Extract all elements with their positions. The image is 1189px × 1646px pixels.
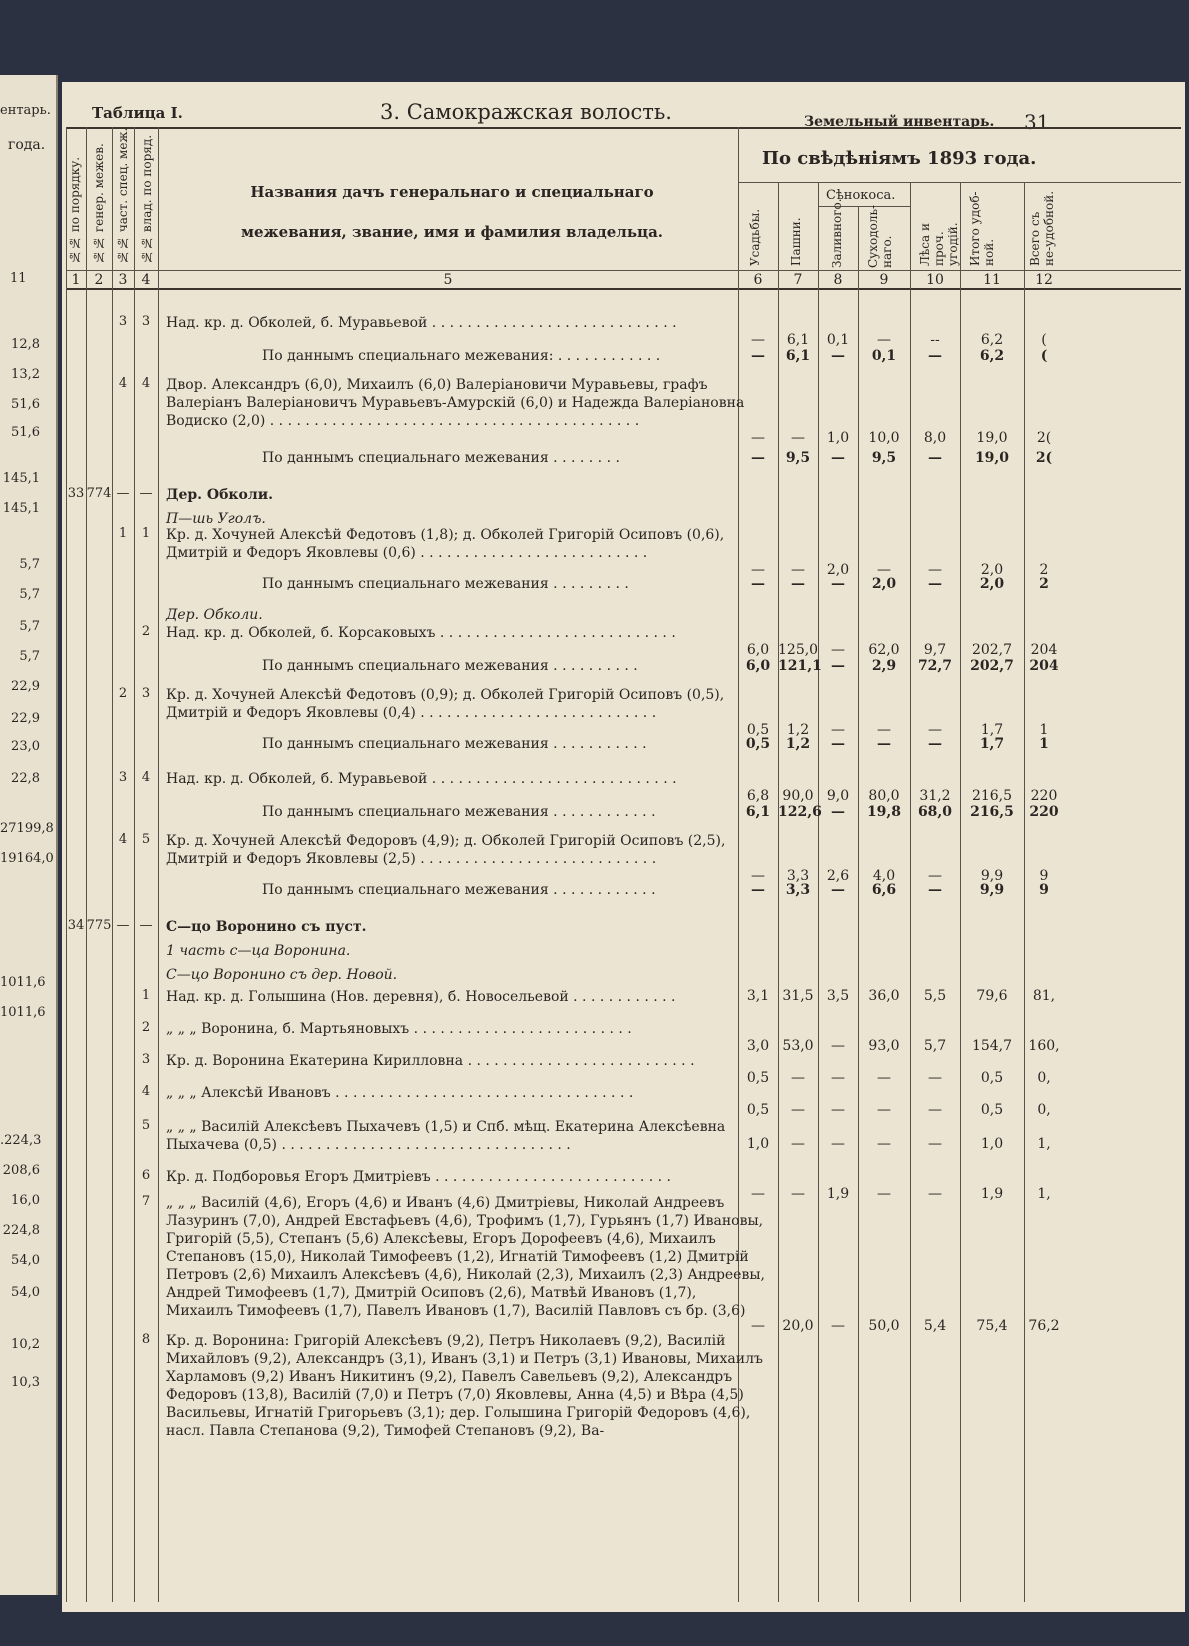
left-page-value: 16,0	[11, 1193, 40, 1208]
column-number: 9	[879, 272, 889, 288]
cell-c10: 8,0	[923, 430, 947, 446]
cell-c8: —	[831, 1102, 845, 1118]
cell-c6: —	[751, 430, 765, 446]
cell-c12: 1,	[1037, 1186, 1051, 1202]
c8-header: Заливного.	[830, 198, 844, 268]
cell-c12: (	[1040, 348, 1048, 364]
cell-c7: 90,0	[782, 788, 814, 804]
cell-c7: 3,3	[786, 868, 810, 884]
cell-c7: 31,5	[782, 988, 814, 1004]
entry-text: Двор. Александръ (6,0), Михаилъ (6,0) Валеріановичи Муравьевы, графъ Валеріанъ Валеріановичъ Муравьевъ-Амурскій (6,0) и Надежда Валеріановна Водиско (2,0) . . . . . . . . . . . . . . . . . . . . . . . . . . . . . . . . . . . . . . . . . .	[166, 377, 745, 429]
header-bottom-rule	[66, 270, 1181, 271]
row-index-c4: 7	[141, 1194, 151, 1209]
entry-text: „ „ „ Алексѣй Ивановъ . . . . . . . . . . . . . . . . . . . . . . . . . . . . . . . . . .	[166, 1085, 634, 1101]
left-page-header: ентарь.	[0, 103, 51, 118]
row-index-c4: 2	[141, 624, 151, 639]
row-index-c4: 1	[141, 988, 151, 1003]
entry-text: „ „ „ Воронина, б. Мартьяновыхъ . . . . . . . . . . . . . . . . . . . . . . . . .	[166, 1021, 632, 1037]
left-page-edge	[0, 75, 58, 1595]
cell-c11: 216,5	[970, 804, 1014, 820]
cell-c8: —	[831, 882, 845, 898]
entry-text: Кр. д. Хочуней Алексѣй Федотовъ (1,8); д. Обколей Григорій Осиповъ (0,6), Дмитрій и Федоръ Яковлевы (0,6) . . . . . . . . . . . . . . . . . . . . . . . . . .	[166, 527, 725, 561]
survey-subrow-text: По даннымъ специальнаго межевания . . . . . . . . . . . .	[262, 882, 656, 898]
c7-header: Пашни.	[789, 217, 803, 266]
c11-header: Итого удоб-ной.	[968, 191, 996, 266]
cell-c11: 79,6	[976, 988, 1008, 1004]
cell-c7: 53,0	[782, 1038, 814, 1054]
cell-c11: 2,0	[979, 576, 1005, 592]
cell-c12: (	[1041, 332, 1047, 348]
cell-c10: —	[928, 1102, 942, 1118]
cell-c7: —	[791, 430, 805, 446]
cell-c7: 122,6	[778, 804, 822, 820]
cell-c11: 9,9	[979, 882, 1005, 898]
row-index-c3: 1	[118, 526, 128, 541]
entry-text: Кр. д. Воронина Екатерина Кирилловна . . . . . . . . . . . . . . . . . . . . . . . . . .	[166, 1053, 695, 1069]
row-index-c3: 2	[118, 686, 128, 701]
cell-c12: 2(	[1036, 430, 1052, 446]
cell-c12: 204	[1029, 658, 1059, 674]
cell-c12: 204	[1030, 642, 1058, 658]
cell-c12: 220	[1029, 804, 1059, 820]
cell-c8: 2,6	[826, 868, 850, 884]
table-label: Таблица I.	[92, 104, 183, 122]
cell-c7: —	[791, 1186, 805, 1202]
cell-c9: 93,0	[868, 1038, 900, 1054]
cell-c6: 0,5	[746, 1070, 770, 1086]
cell-c12: 220	[1030, 788, 1058, 804]
row-index-c4: 3	[141, 1052, 151, 1067]
row-index-c4: 8	[141, 1332, 151, 1347]
col-line	[112, 127, 113, 1602]
cell-c9: 36,0	[868, 988, 900, 1004]
cell-c11: 1,0	[980, 1136, 1004, 1152]
row-index-c2: 774	[86, 486, 112, 501]
cell-c12: 0,	[1037, 1102, 1051, 1118]
cell-c9: —	[877, 1186, 891, 1202]
entry-text: Над. кр. д. Обколей, б. Муравьевой . . . . . . . . . . . . . . . . . . . . . . . . . . . .	[166, 771, 677, 787]
left-page-value: 1011,6	[0, 1005, 46, 1020]
row-index-c4: —	[139, 486, 153, 501]
cell-c9: —	[877, 562, 891, 578]
survey-subrow-text: По даннымъ специальнаго межевания . . . . . . . . . .	[262, 658, 638, 674]
cell-c7: —	[791, 1070, 805, 1086]
cell-c12: 81,	[1032, 988, 1056, 1004]
cell-c11: 9,9	[980, 868, 1004, 884]
cell-c7: 3,3	[785, 882, 811, 898]
cell-c8: —	[831, 1136, 845, 1152]
survey-subrow-text: По даннымъ специальнаго межевания: . . . . . . . . . . . .	[262, 348, 661, 364]
column-number: 10	[926, 272, 944, 288]
col4-header: №№ влад. по поряд.	[140, 134, 154, 264]
cell-c12: 1,	[1037, 1136, 1051, 1152]
row-index-c2: 775	[86, 918, 112, 933]
cell-c10: —	[928, 868, 942, 884]
cell-c9: —	[877, 1070, 891, 1086]
cell-c10: —	[928, 1136, 942, 1152]
cell-c6: —	[751, 562, 765, 578]
cell-c8: —	[831, 1318, 845, 1334]
column-number: 6	[753, 272, 763, 288]
entry-text: С—цо Воронино съ пуст.	[166, 919, 367, 935]
cell-c10: 31,2	[919, 788, 951, 804]
cell-c8: 2,0	[826, 562, 850, 578]
row-index-c4: 4	[141, 1084, 151, 1099]
cell-c7: 1,2	[785, 736, 811, 752]
left-page-value: 10,2	[11, 1337, 40, 1352]
cell-c6: 0,5	[745, 736, 771, 752]
entry-text: Над. кр. д. Голышина (Нов. деревня), б. Новосельевой . . . . . . . . . . . .	[166, 989, 676, 1005]
column-number: 3	[118, 272, 128, 288]
entry-text: Кр. д. Хочуней Алексѣй Федотовъ (0,9); д. Обколей Григорій Осиповъ (0,5), Дмитрій и Федоръ Яковлевы (0,4) . . . . . . . . . . . . . . . . . . . . . . . . . . .	[166, 687, 725, 721]
cell-c11: 75,4	[976, 1318, 1008, 1334]
cell-c12: 1	[1039, 736, 1049, 752]
cell-c7: —	[791, 576, 805, 592]
cell-c11: 19,0	[974, 450, 1010, 466]
cell-c7: 121,1	[778, 658, 822, 674]
cell-c9: 19,8	[866, 804, 902, 820]
row-index-c4: 5	[141, 1118, 151, 1133]
page-title: 3. Самокражская волость.	[380, 100, 672, 124]
entry-text: 1 часть с—ца Воронина.	[166, 943, 351, 959]
left-page-value: 19164,0	[0, 851, 54, 866]
cell-c7: 6,1	[785, 348, 811, 364]
cell-c9: —	[877, 722, 891, 738]
cell-c6: 3,1	[746, 988, 770, 1004]
left-page-value: 12,8	[11, 337, 40, 352]
cell-c6: 6,1	[745, 804, 771, 820]
cell-c11: 1,7	[980, 722, 1004, 738]
col-line	[66, 127, 67, 1602]
col1-header: №№ по порядку.	[68, 156, 82, 264]
cell-c11: 6,2	[979, 348, 1005, 364]
survey-subrow-text: По даннымъ специальнаго межевания . . . . . . . . . . . .	[262, 804, 656, 820]
row-index-c4: 5	[141, 832, 151, 847]
left-page-value: 5,7	[19, 557, 40, 572]
cell-c9: —	[877, 1102, 891, 1118]
left-page-value: 208,6	[2, 1163, 40, 1178]
entry-text: Дер. Обколи.	[166, 607, 263, 623]
cell-c7: 1,2	[786, 722, 810, 738]
cell-c6: —	[751, 882, 765, 898]
cell-c10: —	[928, 882, 942, 898]
cell-c11: 1,7	[979, 736, 1005, 752]
entry-text: „ „ „ Василій Алексѣевъ Пыхачевъ (1,5) и Спб. мѣщ. Екатерина Алексѣевна Пыхачева (0,5) . . . . . . . . . . . . . . . . . . . . . . . . . . . . . . . . .	[166, 1119, 726, 1153]
left-page-value: .224,3	[0, 1133, 42, 1148]
entry-text: Над. кр. д. Обколей, б. Корсаковыхъ . . . . . . . . . . . . . . . . . . . . . . . . . . .	[166, 625, 676, 641]
cell-c11: 1,9	[980, 1186, 1004, 1202]
cell-c6: 1,0	[746, 1136, 770, 1152]
cell-c12: 9	[1039, 882, 1049, 898]
left-page-value: 5,7	[19, 587, 40, 602]
cell-c9: 50,0	[868, 1318, 900, 1334]
cell-c6: 6,0	[746, 642, 770, 658]
left-page-value: 22,9	[11, 679, 40, 694]
section-title: Земельный инвентарь.	[804, 114, 995, 130]
row-index-c3: 4	[118, 832, 128, 847]
cell-c6: 6,8	[746, 788, 770, 804]
c9-header: Суходоль-наго.	[866, 204, 894, 268]
cell-c11: 154,7	[971, 1038, 1013, 1054]
cell-c6: 3,0	[746, 1038, 770, 1054]
cell-c10: 72,7	[917, 658, 953, 674]
entry-text: Кр. д. Воронина: Григорій Алексѣевъ (9,2), Петръ Николаевъ (9,2), Василій Михайловъ (9,2), Александръ (3,1), Иванъ (3,1) и Петръ (3,1) Ивановы, Михаилъ Харламовъ (9,2) Иванъ Никитинъ (9,2), Павелъ Савельевъ (9,2), Александръ Федоровъ (13,8), Василій (7,0) и Петръ (7,0) Яковлевы, Анна (4,5) и Вѣра (4,5) Васильевы, Игнатій Григорьевъ (3,1); дер. Голышина Григорій Федоровъ (4,6), насл. Павла Степанова (9,2), Тимофей Степановъ (9,2), Ва-	[166, 1333, 763, 1439]
left-page-value: 51,6	[11, 425, 40, 440]
cell-c8: 1,9	[826, 1186, 850, 1202]
cell-c10: —	[928, 348, 942, 364]
cell-c12: 0,	[1037, 1070, 1051, 1086]
group-header: По свѣдѣніямъ 1893 года.	[762, 148, 1037, 169]
cell-c8: 9,0	[826, 788, 850, 804]
cell-c10: —	[928, 450, 942, 466]
left-page-col-number: 11	[10, 271, 27, 286]
entry-text: С—цо Воронино съ дер. Новой.	[166, 967, 398, 983]
cell-c12: 1	[1039, 722, 1049, 738]
page-number: 31	[1024, 110, 1050, 134]
row-index-c4: 1	[141, 526, 151, 541]
col-line	[858, 206, 859, 1602]
cell-c11: 216,5	[971, 788, 1013, 804]
cell-c12: 2	[1039, 562, 1049, 578]
cell-c9: 2,9	[871, 658, 897, 674]
cell-c7: —	[791, 562, 805, 578]
survey-subrow-text: По даннымъ специальнаго межевания . . . . . . . .	[262, 450, 620, 466]
left-page-value: 51,6	[11, 397, 40, 412]
cell-c10: —	[928, 576, 942, 592]
survey-subrow-text: По даннымъ специальнаго межевания . . . . . . . . .	[262, 576, 629, 592]
c6-header: Усадьбы.	[748, 208, 762, 266]
entry-text: Кр. д. Хочуней Алексѣй Федоровъ (4,9); д. Обколей Григорій Осиповъ (2,5), Дмитрій и Федоръ Яковлевы (2,5) . . . . . . . . . . . . . . . . . . . . . . . . . . .	[166, 833, 726, 867]
col2-header: №№ генер. межев.	[92, 143, 106, 264]
row-index-c3: 3	[118, 314, 128, 329]
cell-c10: --	[930, 332, 940, 348]
cell-c12: 76,2	[1028, 1318, 1060, 1334]
row-index-c1: 33	[67, 486, 85, 501]
cell-c6: —	[751, 450, 765, 466]
cell-c7: 6,1	[786, 332, 810, 348]
cell-c6: —	[751, 868, 765, 884]
column-number: 12	[1035, 272, 1053, 288]
cell-c8: —	[831, 450, 845, 466]
cell-c10: 68,0	[917, 804, 953, 820]
cell-c7: —	[791, 1136, 805, 1152]
column-number: 2	[94, 272, 104, 288]
entry-text: Дер. Обколи.	[166, 487, 274, 503]
column-number: 1	[71, 272, 81, 288]
cell-c10: 5,4	[923, 1318, 947, 1334]
column-number: 8	[833, 272, 843, 288]
cell-c7: —	[791, 1102, 805, 1118]
cell-c8: —	[831, 1038, 845, 1054]
row-index-c3: 3	[118, 770, 128, 785]
left-page-value: 145,1	[2, 501, 40, 516]
cell-c6: —	[751, 332, 765, 348]
cell-c8: —	[831, 642, 845, 658]
cell-c8: —	[831, 722, 845, 738]
cell-c11: 202,7	[971, 642, 1013, 658]
left-page-value: 145,1	[2, 471, 40, 486]
cell-c6: —	[751, 1318, 765, 1334]
cell-c9: 6,6	[871, 882, 897, 898]
entry-text: Над. кр. д. Обколей, б. Муравьевой . . . . . . . . . . . . . . . . . . . . . . . . . . . .	[166, 315, 677, 331]
row-index-c4: 4	[141, 376, 151, 391]
column-number: 11	[983, 272, 1001, 288]
cell-c9: —	[877, 736, 891, 752]
col-line	[86, 127, 87, 1602]
cell-c10: —	[928, 1070, 942, 1086]
cell-c8: —	[831, 1070, 845, 1086]
left-page-value: 22,8	[11, 771, 40, 786]
cell-c6: —	[751, 1186, 765, 1202]
left-page-value: 10,3	[11, 1375, 40, 1390]
cell-c10: —	[928, 736, 942, 752]
cell-c11: 202,7	[970, 658, 1014, 674]
cell-c11: 2,0	[980, 562, 1004, 578]
cell-c10: 5,5	[923, 988, 947, 1004]
cell-c11: 6,2	[980, 332, 1004, 348]
left-page-year: года.	[8, 137, 46, 153]
left-page-value: 5,7	[19, 649, 40, 664]
entry-text: „ „ „ Василій (4,6), Егоръ (4,6) и Иванъ (4,6) Дмитріевы, Николай Андреевъ Лазуринъ (7,0), Андрей Евстафьевъ (4,6), Трофимъ (1,7), Гурьянъ (1,7) Ивановы, Григорій (5,5), Степанъ (5,6) Алексѣевы, Егоръ Дорофеевъ (4,6), Михаилъ Степановъ (15,0), Николай Тимофеевъ (1,2), Игнатій Тимофеевъ (1,2) Дмитрій Петровъ (2,6) Михаилъ Алексѣевъ (4,6), Николай (2,3), Михаилъ (2,3) Андреевы, Андрей Тимофеевъ (1,7), Дмитрій Осиповъ (2,6), Матвѣй Ивановъ (1,7), Михаилъ Тимофеевъ (1,7), Павелъ Ивановъ (1,7), Василій Павловъ съ бр. (3,6)	[166, 1195, 765, 1319]
left-page-value: 5,7	[19, 619, 40, 634]
cell-c12: 160,	[1028, 1038, 1060, 1054]
cell-c9: —	[877, 1136, 891, 1152]
left-page-value: 22,9	[11, 711, 40, 726]
col-line	[158, 127, 159, 1602]
cell-c9: 62,0	[868, 642, 900, 658]
cell-c8: —	[831, 658, 845, 674]
cell-c8: —	[831, 576, 845, 592]
cell-c9: 9,5	[871, 450, 897, 466]
cell-c10: —	[928, 722, 942, 738]
cell-c6: —	[751, 348, 765, 364]
cell-c7: 20,0	[782, 1318, 814, 1334]
cell-c9: 2,0	[871, 576, 897, 592]
cell-c10: 9,7	[923, 642, 947, 658]
row-index-c3: 4	[118, 376, 128, 391]
cell-c11: 0,5	[980, 1070, 1004, 1086]
header-top-rule	[66, 127, 1181, 129]
cell-c8: 1,0	[826, 430, 850, 446]
entry-text: Кр. д. Подборовья Егоръ Дмитріевъ . . . . . . . . . . . . . . . . . . . . . . . . . . .	[166, 1169, 671, 1185]
cell-c7: 9,5	[785, 450, 811, 466]
cell-c11: 0,5	[980, 1102, 1004, 1118]
row-index-c4: 2	[141, 1020, 151, 1035]
cell-c9: 10,0	[868, 430, 900, 446]
left-page-value: 1011,6	[0, 975, 46, 990]
cell-c12: 2	[1039, 576, 1049, 592]
cell-c6: 0,5	[746, 1102, 770, 1118]
cell-c8: 3,5	[826, 988, 850, 1004]
cell-c9: 80,0	[868, 788, 900, 804]
cell-c8: 0,1	[826, 332, 850, 348]
page	[62, 82, 1185, 1612]
numbers-bottom-rule	[66, 288, 1181, 290]
survey-subrow-text: По даннымъ специальнаго межевания . . . . . . . . . . .	[262, 736, 647, 752]
cell-c10: —	[928, 1186, 942, 1202]
left-page-value: 23,0	[11, 739, 40, 754]
column-number: 5	[443, 272, 453, 288]
left-page-value: 27199,8	[0, 821, 54, 836]
c10-header: Лѣса и проч. угодій.	[918, 222, 960, 266]
cell-c8: —	[831, 804, 845, 820]
left-page-value: 224,8	[2, 1223, 40, 1238]
col3-header: №№ част. спец. меж.	[116, 127, 130, 264]
haymaking-header: Сѣнокоса.	[826, 188, 896, 203]
column-number: 7	[793, 272, 803, 288]
main-column-header: Названия дачъ генеральнаго и специальнаго межевания, звание, имя и фамилия владельца.	[240, 183, 664, 241]
cell-c7: 125,0	[778, 642, 819, 658]
row-index-c3: —	[116, 486, 130, 501]
row-index-c4: 3	[141, 314, 151, 329]
c12-header: Всего съ не-удобной.	[1028, 190, 1056, 266]
cell-c6: —	[751, 576, 765, 592]
left-page-value: 54,0	[11, 1253, 40, 1268]
row-index-c4: 6	[141, 1168, 151, 1183]
cell-c10: —	[928, 562, 942, 578]
row-index-c3: —	[116, 918, 130, 933]
col-line	[134, 127, 135, 1602]
cell-c12: 2(	[1035, 450, 1053, 466]
row-index-c4: —	[139, 918, 153, 933]
cell-c6: 6,0	[745, 658, 771, 674]
cell-c9: 0,1	[871, 348, 897, 364]
left-page-value: 54,0	[11, 1285, 40, 1300]
row-index-c1: 34	[67, 918, 85, 933]
row-index-c4: 3	[141, 686, 151, 701]
cell-c12: 9	[1039, 868, 1049, 884]
cell-c9: 4,0	[872, 868, 896, 884]
cell-c9: —	[877, 332, 891, 348]
entry-text: П—шь Уголъ.	[166, 511, 266, 527]
column-number: 4	[141, 272, 151, 288]
left-page-value: 13,2	[11, 367, 40, 382]
cell-c6: 0,5	[746, 722, 770, 738]
cell-c8: —	[831, 736, 845, 752]
cell-c10: 5,7	[923, 1038, 947, 1054]
row-index-c4: 4	[141, 770, 151, 785]
cell-c8: —	[831, 348, 845, 364]
cell-c11: 19,0	[976, 430, 1008, 446]
